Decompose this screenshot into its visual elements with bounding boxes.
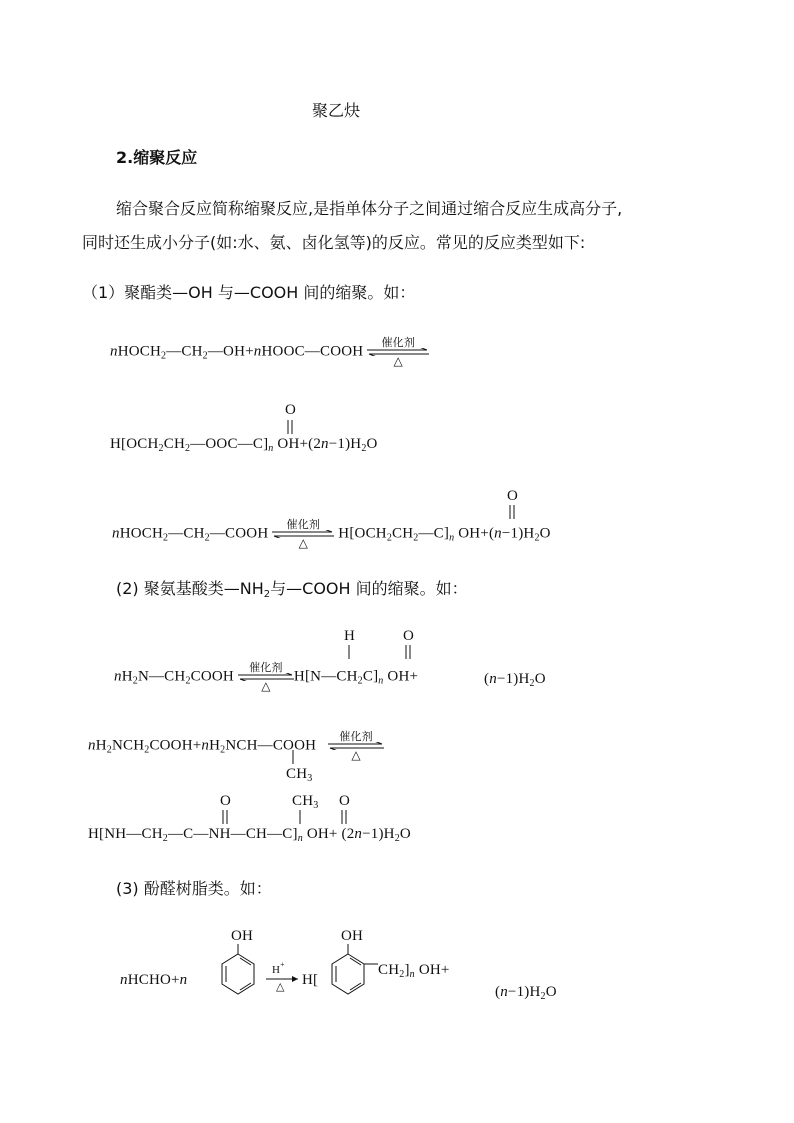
double-bond1-2c xyxy=(219,810,231,826)
amine-h-2a: H xyxy=(344,628,356,644)
equation-3-product: $CH_2]_n$ OH+ xyxy=(378,962,450,980)
item-1-heading: （1）聚酯类—OH 与—COOH 间的缩聚。如： xyxy=(82,283,416,302)
methyl-bond-2c xyxy=(295,810,305,826)
equation-3-reactants: nHCHO+n xyxy=(120,972,188,988)
carbonyl-o2-2c: O xyxy=(339,793,351,809)
equation-2b: $nH_2NCH_2COOH+nH_2NCH—COOH$ 催化剂 △ xyxy=(88,732,384,760)
phenol-oh: OH xyxy=(231,928,254,944)
intro-line-2: 同时还生成小分子(如:水、氨、卤化氢等)的反应。常见的反应类型如下: xyxy=(82,233,586,252)
double-bond-1b xyxy=(284,420,296,436)
equation-3-h: H[ xyxy=(302,972,319,988)
product-ring-icon xyxy=(326,944,378,1000)
reversible-arrow-catalyst: 催化剂 △ xyxy=(272,520,334,548)
methyl-2c: $CH_3$ xyxy=(292,793,319,811)
product-oh: OH xyxy=(341,928,364,944)
double-bond-2a xyxy=(402,645,414,661)
double-bond2-2c xyxy=(338,810,350,826)
equation-2a: $nH_2N—CH_2COOH$ 催化剂 △ $H[N—CH_2C]_n$ OH+ xyxy=(114,661,419,693)
equation-1a: $nHOCH_2—CH_2—OH+nHOOC—COOH$ 催化剂 △ xyxy=(110,338,429,366)
phenol-ring-icon xyxy=(216,944,256,1000)
carbonyl-o1-2c: O xyxy=(220,793,232,809)
carbonyl-o-2a: O xyxy=(403,628,415,644)
carbonyl-o-1c: O xyxy=(507,488,519,504)
reversible-arrow-catalyst: 催化剂 △ xyxy=(328,732,384,760)
reversible-arrow-catalyst: 催化剂 △ xyxy=(238,663,294,691)
n-h-bond-2a xyxy=(344,645,354,661)
equation-2a-water: $(n-1)H_2O$ xyxy=(484,671,546,689)
equation-3-water: $(n-1)H_2O$ xyxy=(495,984,557,1002)
methyl-2b: $CH_3$ xyxy=(286,766,313,784)
methyl-bond-2b xyxy=(288,750,298,766)
carbonyl-o-1b: O xyxy=(285,402,297,418)
equation-1b: $H[OCH_2CH_2—OOC—C]_n$ $OH+(2n-1)H_2O$ xyxy=(110,436,378,454)
acid-arrow: H+ △ xyxy=(266,960,300,994)
equation-1c: $nHOCH_2—CH_2—COOH$ 催化剂 △ $H[OCH_2CH_2—C]_n$ $OH+(n-1)H_2O$ xyxy=(112,518,551,550)
section-title: 2.缩聚反应 xyxy=(116,148,198,167)
reversible-arrow-catalyst: 催化剂 △ xyxy=(367,338,429,366)
double-bond-1c xyxy=(506,505,518,521)
item-2-heading: (2) 聚氨基酸类$—NH_2$与—COOH 间的缩聚。如： xyxy=(116,579,468,600)
intro-line-1: 缩合聚合反应简称缩聚反应,是指单体分子之间通过缩合反应生成高分子, xyxy=(116,199,623,218)
caption-polyacetylene: 聚乙炔 xyxy=(312,101,361,120)
equation-2c: $H[NH—CH_2—C—NH—CH—C]_n$ $OH+ (2n-1)H_2O$ xyxy=(88,826,411,844)
item-3-heading: (3) 酚醛树脂类。如： xyxy=(116,879,272,898)
